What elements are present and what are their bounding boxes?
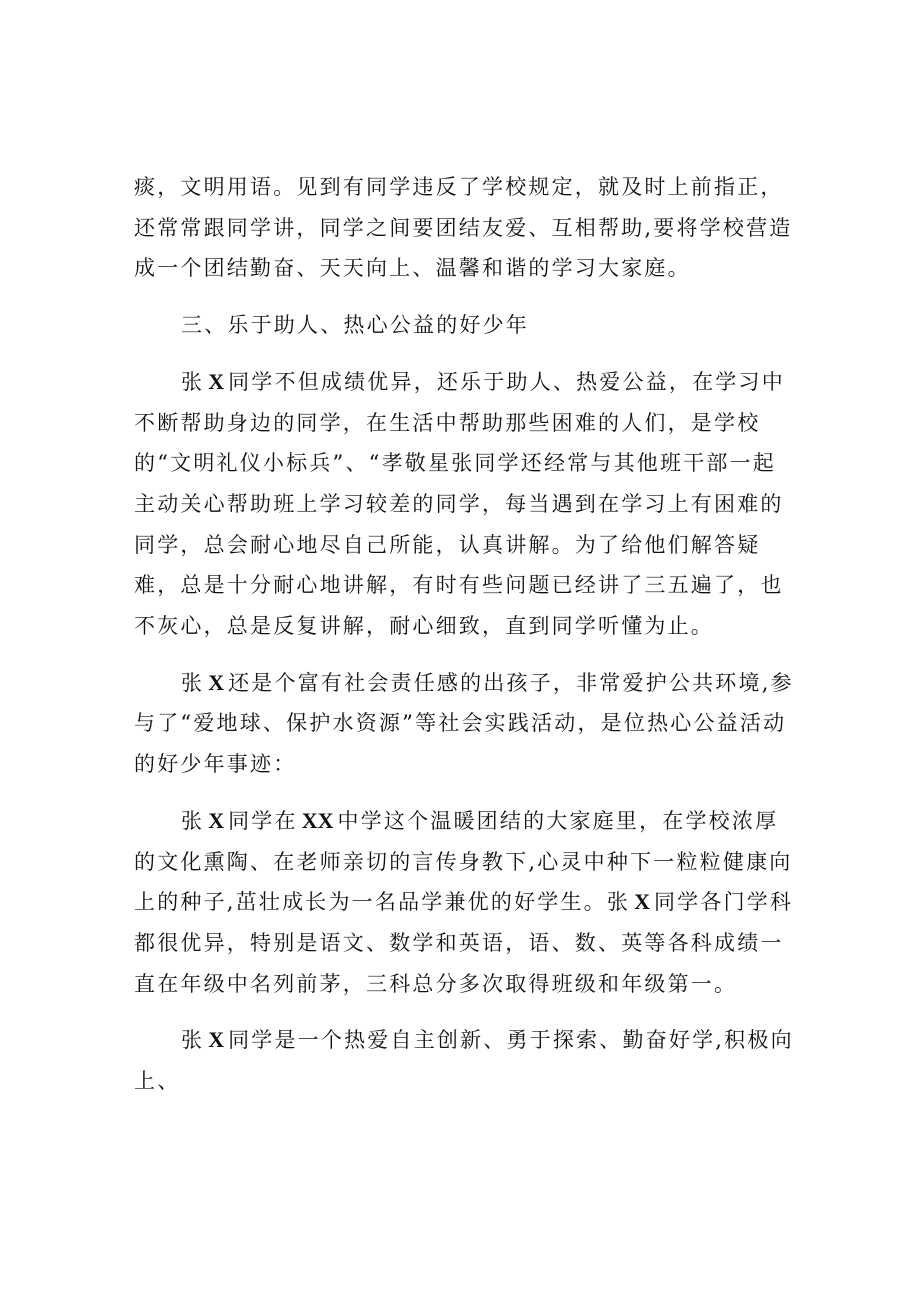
- latin-text-run: XX: [301, 807, 334, 833]
- paragraph-continuation: 痰，文明用语。见到有同学违反了学校规定，就及时上前指正，还常常跟同学讲，同学之间要团结友爱、互相帮助,要将学校营造成一个团结勤奋、天天向上、温馨和谐的学习大家庭。: [134, 175, 793, 281]
- latin-text-run: X: [208, 807, 225, 833]
- text-run: 还是个富有社会责任感的出孩子，非常爱护公共环境,参与了“爱地球、保护水资源”等社会实践活动，是位热心公益活动的好少年事迹：: [134, 670, 794, 777]
- text-run: 同学是一个热爱自主创新、勇于探索、勤奋好学,积极向上、: [134, 1028, 794, 1094]
- section-heading: 三、乐于助人、热心公益的好少年: [181, 313, 529, 338]
- text-run: 张: [181, 369, 205, 394]
- text-run: 同学在: [228, 808, 298, 833]
- paragraph-body: [134, 362, 799, 647]
- paragraph-body: [134, 1020, 799, 1101]
- latin-text-run: X: [634, 889, 650, 915]
- text-run: 同学各门学科都很优异，特别是语文、数学和英语，语、数、英等各科成绩一直在年级中名列前茅，三科总分多次取得班级和年级第一。: [134, 890, 794, 996]
- text-run: 中学这个温暖团结的大家庭里，在学校浓厚的文化熏陶、在老师亲切的言传身教下,心灵中种下一粒粒健康向上的种子,茁壮成长为一名品学兼优的好学生。张: [134, 808, 793, 915]
- document-body: [134, 167, 799, 1118]
- text-run: 张: [181, 808, 205, 833]
- text-run: 张: [181, 1028, 205, 1053]
- text-run: 同学不但成绩优异，还乐于助人、热爱公益，在学习中不断帮助身边的同学，在生活中帮助那些困难的人们，是学校的“文明礼仪小标兵”、“孝敬星张同学还经常与其他班干部一起主动关心帮助班上学习较差的同学，每当遇到在学习上有困难的同学，总会耐心地尽自己所能，认真讲解。为了给他们解答疑难，总是十分耐心地讲解，有时有些问题已经讲了三五遍了，也不灰心，总是反复讲解，耐心细致，直到同学听懂为止。: [134, 369, 785, 639]
- text-run: 张: [181, 670, 205, 695]
- paragraph-body: [134, 801, 799, 1005]
- latin-text-run: X: [208, 669, 225, 695]
- latin-text-run: X: [208, 1027, 225, 1053]
- latin-text-run: X: [208, 368, 225, 394]
- paragraph-body: [134, 663, 799, 785]
